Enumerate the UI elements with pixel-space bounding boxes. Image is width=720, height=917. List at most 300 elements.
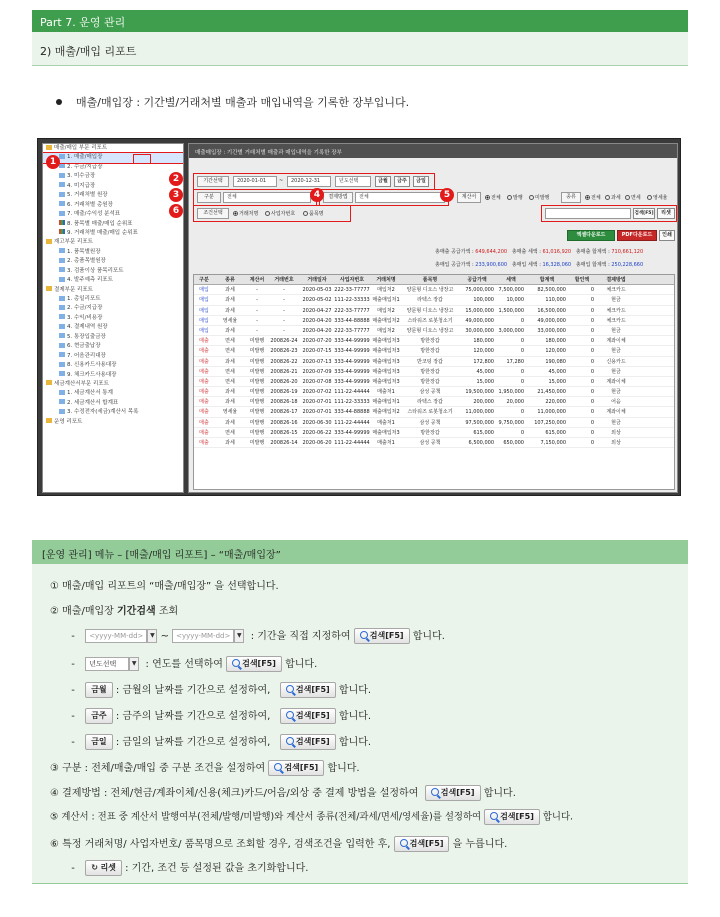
cond-option-label: 거래처명 (239, 211, 259, 217)
table-cell: 매출 (199, 338, 209, 345)
document-icon (59, 333, 65, 338)
tree-item[interactable] (43, 182, 183, 191)
table-cell: 과세 (225, 389, 235, 396)
table-cell: 현금 (611, 389, 621, 396)
search-icon (232, 659, 240, 667)
suffix: 합니다. (338, 737, 372, 748)
tree-item-label: 1. 세금계산서 통계 (67, 390, 113, 397)
table-cell: 200826-18 (270, 399, 298, 406)
pdf-download-button[interactable] (617, 230, 657, 241)
step-5 (50, 809, 573, 825)
table-cell: 0 (520, 429, 524, 436)
table-cell: 2020-07-02 (302, 389, 332, 396)
table-cell: 매출 (199, 419, 209, 426)
table-row[interactable] (194, 438, 674, 448)
table-cell: 양문형 디오스 냉장고 (406, 287, 454, 294)
kind-label: 종류 (561, 192, 581, 203)
search-icon (286, 711, 294, 719)
table-cell: 2020-07-13 (302, 358, 332, 365)
excel-download-button[interactable] (567, 230, 615, 241)
table-cell: 삼성 공책 (419, 389, 441, 396)
table-cell: - (283, 327, 285, 334)
table-cell: 0 (520, 338, 524, 345)
search-button-example: 검색[F5] (354, 628, 410, 644)
table-cell: 172,800 (473, 358, 494, 365)
search-icon (431, 788, 439, 796)
table-cell: 7,500,000 (498, 287, 524, 294)
table-cell: 333-44-99999 (334, 429, 370, 436)
table-cell: 매입 (199, 307, 209, 314)
table-cell: 333-44-88888 (334, 409, 370, 416)
table-cell: 180,000 (473, 338, 494, 345)
sub-today (64, 734, 371, 750)
table-cell: 0 (520, 378, 524, 385)
this-month-button[interactable]: 금월 (375, 176, 391, 187)
tree-item-label: 8. 신용카드사용대장 (67, 362, 117, 369)
search-icon (286, 737, 294, 745)
table-cell: 삼성 공책 (419, 440, 441, 446)
table-cell: 면세 (225, 338, 235, 345)
table-cell: 양문형 디오스 냉장고 (406, 307, 454, 314)
buy-supply-value: 233,900,600 (475, 262, 508, 268)
table-row[interactable] (194, 377, 674, 387)
step-2-text-a: 매출/매입장 (62, 606, 118, 617)
grid-header-cell: 거래번호 (274, 277, 294, 283)
table-cell: 영세율 (222, 317, 238, 324)
step-6-suffix: 을 누릅니다. (452, 839, 508, 850)
type-select[interactable]: 전체 (223, 192, 311, 203)
document-icon (59, 154, 65, 159)
this-week-button[interactable]: 금주 (394, 176, 410, 187)
table-cell: 100,000 (473, 297, 494, 304)
tree-item[interactable] (43, 267, 183, 276)
kind-option-label: 면세 (631, 195, 641, 201)
document-icon (59, 343, 65, 348)
print-button[interactable] (659, 230, 675, 241)
document-icon (59, 277, 65, 282)
table-cell: 미발행 (249, 409, 265, 416)
table-cell: 9,750,000 (498, 419, 524, 426)
document-icon (59, 362, 65, 367)
callout-5: 5 (440, 188, 454, 202)
tax-option[interactable] (485, 194, 501, 201)
table-row[interactable] (194, 428, 674, 438)
table-cell: 스타워즈 로봇청소기 (407, 317, 453, 324)
table-cell: 49,000,000 (537, 317, 566, 324)
table-cell: 라텍스 장갑 (417, 399, 443, 406)
tree-item[interactable] (43, 342, 183, 351)
step-4-num: ④ (50, 788, 59, 799)
tree-item-label: 2. 총품목별원장 (67, 258, 106, 265)
table-row[interactable] (194, 357, 674, 367)
sales-total-label: 총매출 합계액 : (575, 249, 610, 255)
table-cell: 매출매입처2 (372, 409, 400, 416)
sales-tax-value: 61,016,920 (542, 249, 572, 255)
date-to-field[interactable]: 2020-12-31 (287, 176, 331, 187)
table-cell: 영세율 (222, 409, 238, 416)
document-icon (59, 267, 65, 272)
table-cell: 체크카드 (606, 287, 626, 294)
date-from-field[interactable]: 2020-01-01 (233, 176, 277, 187)
table-cell: 2020-04-20 (302, 327, 332, 334)
chart-icon (59, 220, 65, 225)
today-button[interactable]: 금일 (413, 176, 429, 187)
grid-header-row (194, 275, 674, 285)
tree-item-label: 1. 총일리포트 (67, 296, 101, 302)
dropdown-arrow-icon: ▼ (147, 629, 157, 643)
suffix: 합니다. (338, 711, 372, 722)
cond-option[interactable] (265, 210, 295, 217)
table-cell: 면세 (225, 368, 235, 375)
document-icon (59, 192, 65, 197)
folder-icon (46, 239, 52, 244)
tree-item-label: 2. 세금계산서 합계표 (67, 399, 119, 406)
tree-item[interactable] (43, 210, 183, 219)
tree-item[interactable] (43, 163, 183, 172)
table-cell: 과세 (225, 307, 235, 314)
table-row[interactable] (194, 387, 674, 397)
type-label: 구분 (197, 192, 221, 203)
document-icon (59, 314, 65, 319)
tree-item[interactable] (43, 304, 183, 313)
reset-button-example: ↻ 리셋 (85, 860, 122, 876)
table-cell: 45,000 (476, 368, 494, 375)
table-cell: 2020-05-03 (302, 287, 332, 294)
table-cell: 매출 (199, 368, 209, 375)
document-icon (59, 248, 65, 253)
table-row[interactable] (194, 418, 674, 428)
table-cell: 매출 (199, 440, 209, 446)
table-cell: 2020-07-20 (302, 338, 332, 345)
table-cell: 매입 (199, 297, 209, 304)
tree-item[interactable] (43, 238, 183, 247)
table-row[interactable] (194, 326, 674, 336)
table-cell: 매출 (199, 399, 209, 406)
cond-option[interactable] (303, 210, 324, 217)
folder-icon (46, 418, 52, 423)
table-cell: 0 (590, 317, 594, 324)
tree-item-label: 4. 미지급장 (67, 182, 96, 189)
sub5-text: : 금일의 날짜를 기간으로 설정하여, (115, 737, 271, 748)
document-icon (59, 352, 65, 357)
dropdown-arrow-icon: ▼ (234, 629, 244, 643)
table-cell: - (256, 297, 258, 304)
tree-item-label: 6. 현금출납장 (67, 343, 101, 350)
intro-text: 매출/매입장 : 기간별/거래처별 매출과 매입내역을 기록한 장부입니다. (76, 96, 410, 109)
tree-item[interactable] (43, 314, 183, 323)
table-cell: 0 (590, 429, 594, 436)
dash: - (71, 659, 75, 670)
table-cell: - (256, 317, 258, 324)
table-cell: 현금 (611, 419, 621, 426)
kind-option[interactable] (625, 194, 641, 201)
instructions-header-text: [운영 관리] 메뉴 – [매출/매입 리포트] – “매출/매입장” (42, 550, 281, 561)
this-week-example: 금주 (85, 708, 112, 724)
period-label: 기간선택 (197, 176, 229, 187)
sub3-text: : 금월의 날짜를 기간으로 설정하여, (115, 685, 271, 696)
table-cell: 현금 (611, 297, 621, 304)
table-row[interactable] (194, 316, 674, 326)
table-cell: 과세 (225, 287, 235, 294)
tree-item-label: 7. 어음관리대장 (67, 352, 106, 359)
table-cell: 0 (590, 378, 594, 385)
table-row[interactable] (194, 346, 674, 356)
cond-option[interactable] (233, 210, 258, 217)
tree-item[interactable] (43, 229, 183, 238)
table-cell: 0 (590, 348, 594, 355)
tree-item[interactable] (43, 257, 183, 266)
table-cell: 333-44-99999 (334, 348, 370, 355)
table-cell: 2020-07-08 (302, 378, 332, 385)
buy-summary-line (435, 261, 643, 268)
table-cell: 매출매입처3 (372, 358, 400, 365)
table-cell: 방한장갑 (420, 378, 440, 385)
tree-item[interactable] (43, 172, 183, 181)
kind-option-label: 영세율 (653, 195, 668, 201)
dash: - (71, 711, 75, 722)
table-cell: 신용카드 (606, 358, 626, 365)
ledger-grid (193, 274, 675, 490)
tree-item[interactable] (43, 153, 183, 162)
table-cell: 0 (590, 368, 594, 375)
tree-item[interactable] (43, 361, 183, 370)
tree-item-label: 운영 리포트 (54, 418, 83, 425)
buy-supply-label: 총매입 공급가액 : (435, 262, 474, 268)
table-cell: 스타워즈 로봇청소기 (407, 409, 453, 416)
table-cell: 매출 (199, 429, 209, 436)
table-cell: 6,500,000 (468, 440, 494, 446)
report-tree (42, 143, 184, 493)
table-row[interactable] (194, 295, 674, 305)
table-cell: 2020-05-02 (302, 297, 332, 304)
table-cell: 미발행 (249, 368, 265, 375)
sub-this-week (64, 708, 371, 724)
section-title-bar (32, 32, 688, 66)
tree-item[interactable] (43, 389, 183, 398)
tree-item[interactable] (43, 295, 183, 304)
tree-item[interactable] (43, 191, 183, 200)
document-icon (59, 173, 65, 178)
excel-download-label: 엑셀다운로드 (576, 232, 606, 238)
bullet-icon (56, 99, 62, 105)
table-cell: 1,950,000 (498, 389, 524, 396)
tree-item[interactable] (43, 408, 183, 417)
pay-select[interactable]: 전체 (355, 192, 445, 203)
table-cell: 200826-16 (270, 419, 298, 426)
grid-header-cell: 공급가액 (467, 277, 487, 283)
instructions-header (32, 540, 688, 564)
grid-header-cell: 사업자번호 (339, 277, 365, 283)
table-cell: 220,000 (545, 399, 566, 406)
cond-label: 조건선택 (197, 208, 229, 219)
table-cell: 2020-07-15 (302, 348, 332, 355)
table-cell: 15,000 (476, 378, 494, 385)
tree-item-label: 9. 거래처별 매출/매입 순위표 (67, 229, 138, 236)
table-cell: 15,000 (548, 378, 566, 385)
tax-option-label: 전체 (491, 195, 501, 201)
tree-item[interactable] (43, 144, 183, 153)
table-cell: 매출 (199, 358, 209, 365)
table-cell: 615,000 (473, 429, 494, 436)
table-cell: 111-22-33333 (334, 297, 370, 304)
table-cell: 0 (520, 368, 524, 375)
document-icon (59, 409, 65, 414)
tree-item-label: 1. 매출/매입장 (67, 154, 103, 161)
tax-option[interactable] (507, 194, 523, 201)
radio-icon (485, 195, 490, 200)
tree-item[interactable] (43, 371, 183, 380)
radio-icon (647, 195, 652, 200)
tax-option[interactable] (529, 194, 550, 201)
kind-option[interactable] (585, 194, 601, 201)
table-cell: 111-22-33333 (334, 399, 370, 406)
chart-icon (59, 229, 65, 234)
radio-icon (303, 211, 308, 216)
kind-option[interactable] (605, 194, 621, 201)
tree-item[interactable] (43, 418, 183, 427)
table-cell: 과세 (225, 419, 235, 426)
table-cell: 0 (520, 317, 524, 324)
tree-item-label: 매출/매입 부문 리포트 (54, 145, 108, 151)
search-button-example: 검색[F5] (226, 656, 282, 672)
suffix: 합니다. (338, 685, 372, 696)
sub4-text: : 금주의 날짜를 기간으로 설정하여, (115, 711, 271, 722)
table-row[interactable] (194, 407, 674, 417)
table-cell: 0 (590, 419, 594, 426)
radio-icon (605, 195, 610, 200)
date-sep: ~ (160, 631, 169, 642)
sub-year-select (64, 656, 317, 672)
tree-item[interactable] (43, 286, 183, 295)
search-button-example: 검색[F5] (280, 682, 336, 698)
tree-item-label: 7. 매출/수익성 분석표 (67, 211, 121, 218)
table-cell: 2020-04-20 (302, 317, 332, 324)
tree-item[interactable] (43, 201, 183, 210)
part-title: Part 7. 운영 관리 (40, 16, 126, 29)
table-cell: 매입처2 (377, 327, 395, 334)
table-cell: 과세 (225, 297, 235, 304)
table-cell: 면세 (225, 348, 235, 355)
table-cell: - (283, 287, 285, 294)
table-row[interactable] (194, 336, 674, 346)
table-cell: 2020-06-20 (302, 440, 332, 446)
tree-item-label: 2. 수금/지급장 (67, 305, 103, 312)
grid-header-cell: 합계액 (539, 277, 555, 283)
table-cell: 120,000 (473, 348, 494, 355)
table-row[interactable] (194, 367, 674, 377)
table-cell: 0 (590, 287, 594, 294)
table-row[interactable] (194, 285, 674, 295)
folder-icon (46, 145, 52, 150)
sub-this-month (64, 682, 371, 698)
tree-item[interactable] (43, 248, 183, 257)
step-2 (50, 605, 178, 619)
table-cell: 매출매입처3 (372, 429, 400, 436)
tree-item[interactable] (43, 333, 183, 342)
date-to-example: <yyyy-MM-dd> (172, 629, 234, 643)
table-cell: 97,500,000 (465, 419, 494, 426)
tree-item-label: 2. 수금/지급장 (67, 163, 103, 170)
table-cell: 333-44-99999 (334, 368, 370, 375)
tree-item-label: 3. 검품이상 품목리포트 (67, 267, 124, 274)
table-cell: 매출 (199, 409, 209, 416)
suffix: 합니다. (412, 631, 445, 642)
sales-tax-label: 총매출 세액 : (511, 249, 541, 255)
table-cell: 미발행 (249, 440, 265, 446)
grid-header-cell: 거래처명 (376, 277, 396, 283)
this-month-example: 금월 (85, 682, 112, 698)
step-6 (50, 836, 507, 852)
search-button-example: 검색[F5] (425, 785, 481, 801)
year-select[interactable]: 년도선택 (335, 176, 371, 187)
table-row[interactable] (194, 306, 674, 316)
tree-item[interactable] (43, 399, 183, 408)
table-cell: 0 (590, 307, 594, 314)
table-cell: 19,500,000 (465, 389, 494, 396)
step-2-text-b: 기간검색 (117, 606, 156, 617)
table-cell: 외상 (611, 429, 621, 436)
table-cell: 200826-20 (270, 378, 298, 385)
table-cell: 2020-04-27 (302, 307, 332, 314)
table-cell: 라텍스 장갑 (417, 297, 443, 304)
table-cell: 과세 (225, 399, 235, 406)
table-cell: 11,000,000 (465, 409, 494, 416)
table-cell: 현금 (611, 348, 621, 355)
tree-item[interactable] (43, 380, 183, 389)
table-cell: 미발행 (249, 338, 265, 345)
document-icon (59, 305, 65, 310)
instructions-panel (32, 564, 688, 884)
table-cell: 매입 (199, 317, 209, 324)
table-cell: 15,000,000 (465, 307, 494, 314)
table-cell: 삼성 공책 (419, 419, 441, 426)
kind-option[interactable] (647, 194, 668, 201)
sales-total-value: 710,661,120 (611, 249, 644, 255)
grid-header-cell: 종류 (225, 277, 235, 283)
dash: - (71, 863, 75, 874)
tree-item-label: 6. 거래처별 총원장 (67, 201, 113, 208)
table-cell: 계좌이체 (606, 338, 626, 345)
table-cell: 2020-06-22 (302, 429, 332, 436)
suffix: 합니다. (542, 811, 574, 823)
search-icon (400, 839, 408, 847)
table-cell: 111-22-44444 (334, 389, 370, 396)
table-cell: - (256, 307, 258, 314)
tree-item[interactable] (43, 323, 183, 332)
tree-item-label: 8. 품목별 매출/매입 순위표 (67, 220, 133, 227)
table-cell: 현금 (611, 327, 621, 334)
date-sep: ~ (279, 178, 284, 184)
table-cell: 17,280 (506, 358, 524, 365)
table-cell: 7,150,000 (540, 440, 566, 446)
tree-item[interactable] (43, 220, 183, 229)
table-row[interactable] (194, 397, 674, 407)
table-cell: 방한장갑 (420, 338, 440, 345)
table-cell: 매출매입처2 (372, 317, 400, 324)
tree-item-label: 3. 미수금장 (67, 173, 96, 180)
table-cell: 120,000 (545, 348, 566, 355)
tree-item-label: 9. 체크카드사용대장 (67, 371, 117, 378)
tax-option-label: 발행 (513, 195, 523, 201)
table-cell: 0 (590, 358, 594, 365)
step-3-num: ③ (50, 763, 59, 774)
table-cell: 매출매입처3 (372, 348, 400, 355)
tree-item[interactable] (43, 276, 183, 285)
sales-supply-label: 총매출 공급가액 : (435, 249, 474, 255)
table-cell: 면세 (225, 429, 235, 436)
tree-item[interactable] (43, 352, 183, 361)
folder-icon (46, 380, 52, 385)
